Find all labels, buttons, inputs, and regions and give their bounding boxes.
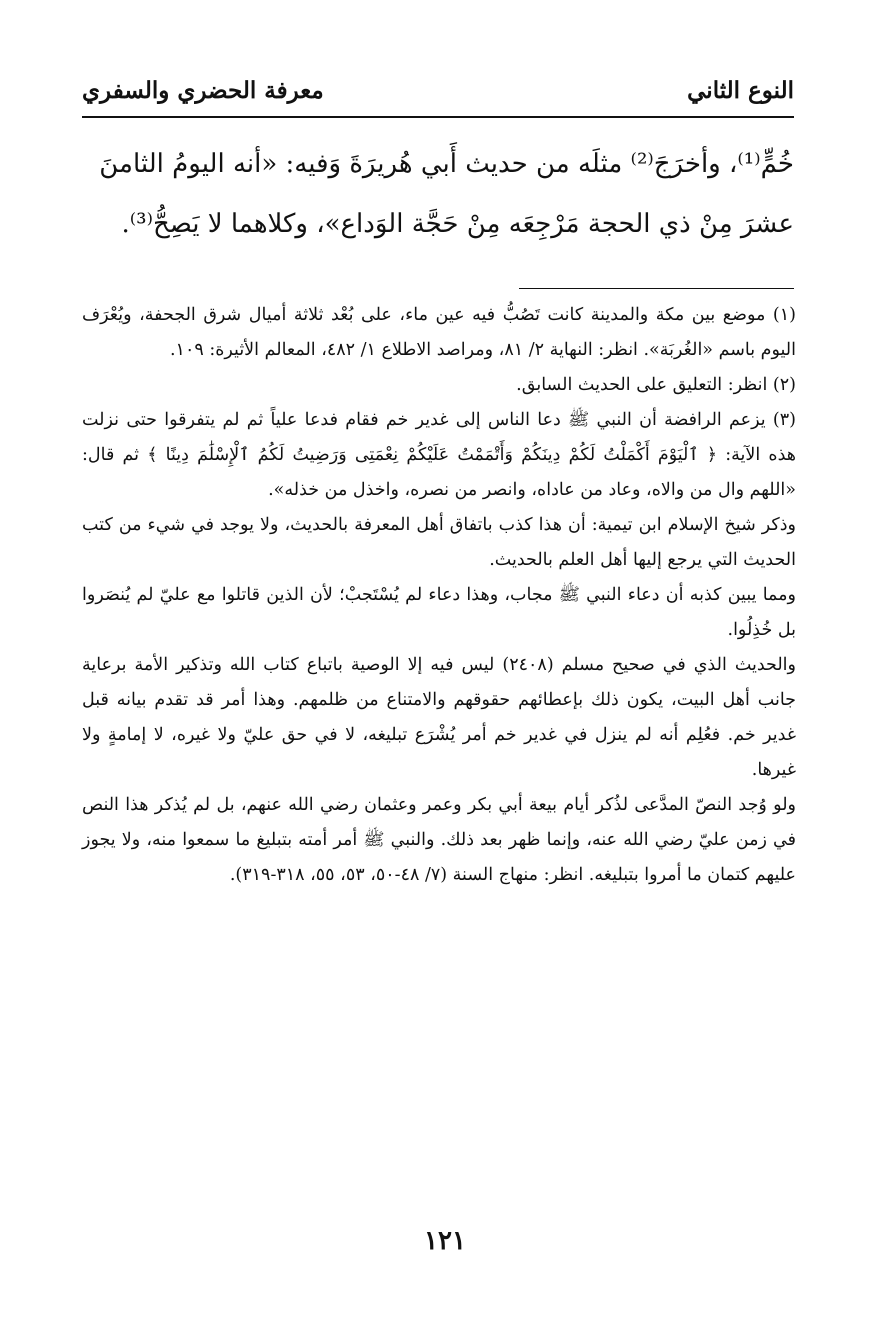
- main-text: [82, 134, 794, 254]
- footnote-divider: [519, 288, 794, 289]
- main-text-line-2: عشرَ مِنْ ذي الحجة مَرْجِعَه مِنْ حَجَّة الوَداع»، وكلاهما لا يَصِحُّ⁽³⁾.: [121, 209, 794, 239]
- footnotes: [82, 298, 796, 893]
- page-number: ١٢١: [424, 1226, 466, 1256]
- footnote-1: (١) موضع بين مكة والمدينة كانت تَصُبُّ فيه عين ماء، على بُعْد ثلاثة أميال شرق الجحفة، ويُعْرَف اليوم باسم «الغُربَة». انظر: النهاية ٢/ ٨١، ومراصد الاطلاع ١/ ٤٨٢، المعالم الأثيرة: ١٠٩.: [82, 305, 796, 360]
- main-text-line-1: خُمٍّ⁽¹⁾، وأخرَجَ⁽²⁾ مثلَه من حديث أَبي هُريرَةَ وَفيه: «أنه اليومُ الثامنَ: [99, 149, 794, 179]
- footnote-3-paragraph-4: ولو وُجد النصّ المدَّعى لذُكر أيام بيعة أبي بكر وعمر وعثمان رضي الله عنهم، بل لم يُذكر هذا النص في زمن عليّ رضي الله عنه، وإنما ظهر بعد ذلك. والنبي ﷺ أمر أمته بتبليغ ما سمعوا منه، ولا يجوز عليهم كتمان ما أمروا بتبليغه. انظر: منهاج السنة (٧/ ٤٨-٥٠، ٥٣، ٥٥، ٣١٨-٣١٩).: [82, 795, 796, 885]
- footnote-3-paragraph-3: والحديث الذي في صحيح مسلم (٢٤٠٨) ليس فيه إلا الوصية باتباع كتاب الله وتذكير الأمة برعاية جانب أهل البيت، يكون ذلك بإعطائهم حقوقهم والامتناع من ظلمهم. وهذا أمر قد تقدم بيانه قبل غدير خم. فعُلِم أنه لم ينزل في غدير خم أمر يُشْرَع تبليغه، لا في حق عليّ ولا غيره، لا إمامةٍ ولا غيرها.: [82, 655, 796, 780]
- header-divider: [82, 116, 794, 118]
- footnote-2: (٢) انظر: التعليق على الحديث السابق.: [516, 375, 796, 395]
- running-header: [82, 68, 794, 112]
- section-title: معرفة الحضري والسفري: [82, 76, 324, 104]
- footnote-3-paragraph-2: ومما يبين كذبه أن دعاء النبي ﷺ مجاب، وهذا دعاء لم يُسْتَجبْ؛ لأن الذين قاتلوا مع عليّ لم يُنصَروا بل خُذِلُوا.: [82, 585, 796, 640]
- footnote-3-paragraph-1: وذكر شيخ الإسلام ابن تيمية: أن هذا كذب باتفاق أهل المعرفة بالحديث، ولا يوجد في شيء من كتب الحديث التي يرجع إليها أهل العلم بالحديث.: [82, 515, 796, 570]
- footnote-3: (٣) يزعم الرافضة أن النبي ﷺ دعا الناس إلى غدير خم فقام فدعا علياً ثم لم يتفرقوا حتى نزلت هذه الآية: ﴿ ٱلْيَوْمَ أَكْمَلْتُ لَكُمْ دِينَكُمْ وَأَتْمَمْتُ عَلَيْكُمْ نِعْمَتِى وَرَضِيتُ لَكُمُ ٱلْإِسْلَٰمَ دِينًا ﴾ ثم قال: «اللهم وال من والاه، وعاد من عاداه، وانصر من نصره، واخذل من خذله».: [82, 410, 796, 500]
- chapter-title: النوع الثاني: [687, 76, 794, 104]
